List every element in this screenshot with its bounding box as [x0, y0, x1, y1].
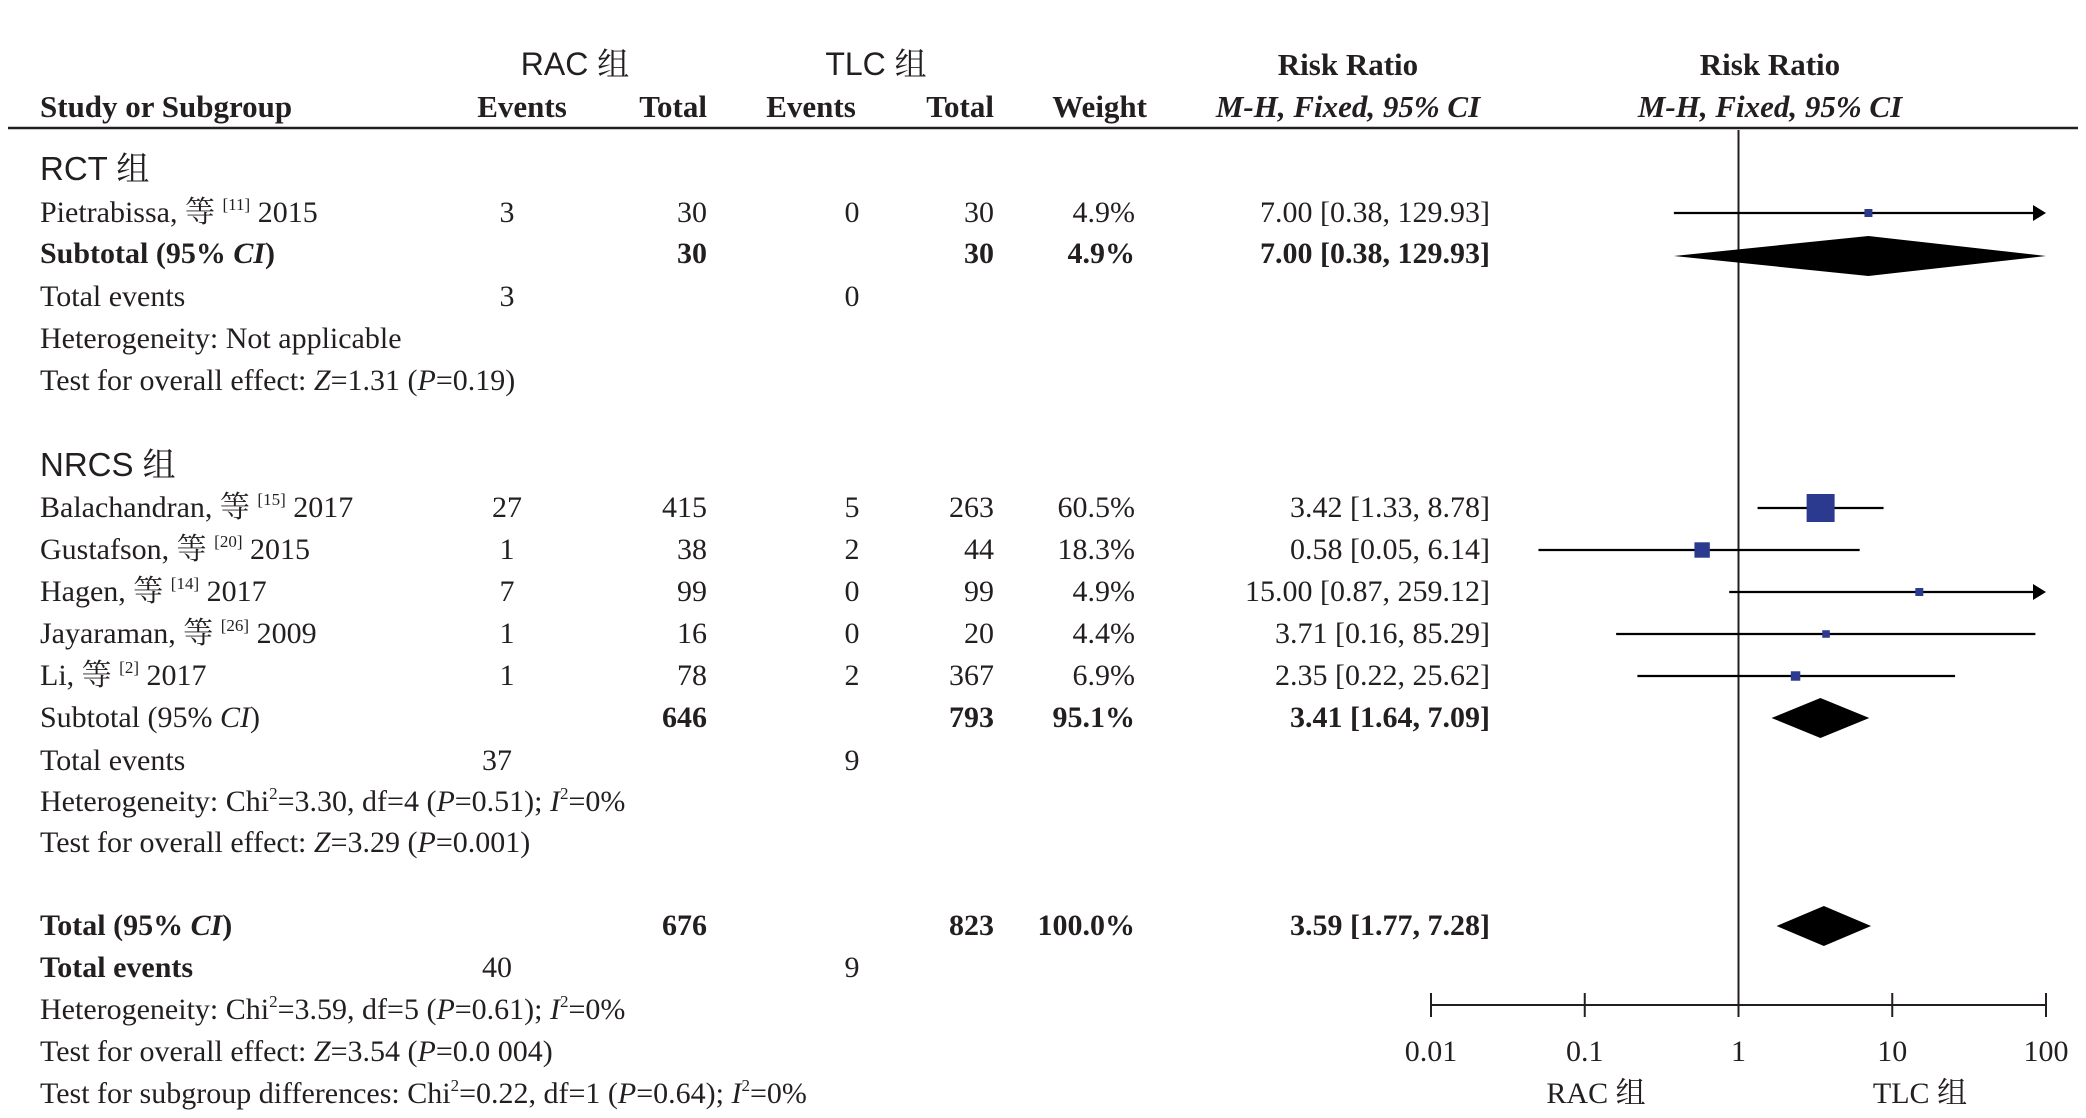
overall-effect-text: Test for overall effect: Z=1.31 (P=0.19)	[40, 364, 516, 397]
ci-cell: 7.00 [0.38, 129.93]	[1260, 196, 1490, 229]
header-rr-method: M-H, Fixed, 95% CI	[1215, 89, 1481, 124]
subtotal-ci: 3.41 [1.64, 7.09]	[1290, 701, 1490, 734]
total-total-a: 676	[662, 909, 707, 942]
ci-cell: 0.58 [0.05, 6.14]	[1290, 533, 1490, 566]
summary-diamond	[1777, 906, 1871, 946]
study-marker	[1791, 671, 1800, 680]
study-marker	[1807, 494, 1835, 522]
events-b-cell: 0	[844, 196, 860, 229]
subtotal-total-a: 646	[662, 701, 707, 734]
total-events-row	[40, 280, 860, 313]
overall-effect-text: Test for overall effect: Z=3.54 (P=0.0 004)	[40, 1035, 553, 1068]
weight-cell: 18.3%	[1057, 533, 1135, 566]
header-total-b: Total	[926, 89, 994, 124]
total-b-cell: 44	[964, 533, 994, 566]
weight-cell: 4.9%	[1072, 575, 1135, 608]
ci-cell: 15.00 [0.87, 259.12]	[1245, 575, 1490, 608]
study-row	[40, 574, 1490, 608]
study-name: Hagen, 等 [14] 2017	[40, 574, 267, 608]
study-marker	[1864, 209, 1872, 217]
total-events-row	[40, 951, 860, 984]
events-b-cell: 0	[844, 617, 860, 650]
total-a-cell: 99	[677, 575, 707, 608]
overall-total-row	[40, 909, 1490, 942]
header-study: Study or Subgroup	[40, 89, 293, 124]
study-row	[40, 532, 1490, 566]
tick-label: 10	[1877, 1035, 1908, 1068]
events-a-cell: 27	[492, 491, 522, 524]
subtotal-weight: 4.9%	[1067, 237, 1135, 270]
ci-cell: 3.71 [0.16, 85.29]	[1275, 617, 1490, 650]
study-marker	[1915, 588, 1923, 596]
header-group-tlc: TLC 组	[825, 46, 927, 82]
subtotal-total-b: 793	[949, 701, 994, 734]
events-a-cell: 1	[499, 617, 515, 650]
header-events-b: Events	[766, 89, 856, 124]
x-axis-tick-labels	[1405, 1035, 2069, 1068]
study-marker	[1694, 542, 1709, 557]
events-a-cell: 7	[499, 575, 515, 608]
column-headers	[40, 46, 1903, 124]
total-events-b: 9	[844, 951, 860, 984]
subtotal-row	[40, 237, 1490, 270]
events-b-cell: 5	[844, 491, 860, 524]
favours-rac-label: RAC 组	[1546, 1077, 1646, 1110]
header-events-a: Events	[477, 89, 567, 124]
weight-cell: 6.9%	[1072, 659, 1135, 692]
total-a-cell: 30	[677, 196, 707, 229]
header-risk-ratio: Risk Ratio	[1277, 47, 1419, 82]
total-events-a: 40	[482, 951, 512, 984]
favours-tlc-label: TLC 组	[1872, 1077, 1968, 1110]
total-events-a: 37	[482, 744, 512, 777]
study-row	[40, 490, 1490, 524]
total-b-cell: 367	[949, 659, 994, 692]
heterogeneity-text: Heterogeneity: Chi$^2$=3.59, df=5 (P=0.61); $I^2=0\%$	[40, 992, 626, 1026]
study-name: Gustafson, 等 [20] 2015	[40, 532, 310, 566]
subtotal-row	[40, 701, 1490, 734]
total-total-b: 823	[949, 909, 994, 942]
events-a-cell: 3	[499, 196, 515, 229]
study-name: Pietrabissa, 等 [11] 2015	[40, 195, 318, 229]
subtotal-ci: 7.00 [0.38, 129.93]	[1260, 237, 1490, 270]
total-events-row	[40, 744, 860, 777]
weight-cell: 4.9%	[1072, 196, 1135, 229]
events-b-cell: 2	[844, 533, 860, 566]
subtotal-weight: 95.1%	[1052, 701, 1135, 734]
weight-cell: 4.4%	[1072, 617, 1135, 650]
events-b-cell: 2	[844, 659, 860, 692]
subtotal-label: Subtotal (95% CI)	[40, 237, 276, 270]
events-a-cell: 1	[499, 533, 515, 566]
forest-plot-panel	[1431, 130, 2046, 1017]
total-ci: 3.59 [1.77, 7.28]	[1290, 909, 1490, 942]
header-weight: Weight	[1052, 89, 1147, 124]
heterogeneity-text: Heterogeneity: Not applicable	[40, 322, 402, 355]
subgroup-differences-text: Test for subgroup differences: Chi$^2$=0.22, df=1 (P=0.64); $I^2=0\%$	[40, 1076, 807, 1110]
weight-cell: 60.5%	[1057, 491, 1135, 524]
total-label: Total (95% CI)	[40, 909, 233, 942]
total-events-label: Total events	[40, 744, 186, 777]
subtotal-total-b: 30	[964, 237, 994, 270]
header-group-rac: RAC 组	[520, 46, 630, 82]
tick-label: 100	[2023, 1035, 2069, 1068]
total-events-label: Total events	[40, 280, 186, 313]
total-a-cell: 78	[677, 659, 707, 692]
ci-arrow	[2033, 584, 2046, 600]
rct-group-label: RCT 组	[40, 150, 150, 187]
total-events-a: 3	[499, 280, 515, 313]
total-b-cell: 20	[964, 617, 994, 650]
study-row	[40, 658, 1490, 692]
study-marker	[1822, 630, 1830, 638]
total-events-label: Total events	[40, 951, 194, 984]
ci-cell: 2.35 [0.22, 25.62]	[1275, 659, 1490, 692]
ci-cell: 3.42 [1.33, 8.78]	[1290, 491, 1490, 524]
overall-effect-text: Test for overall effect: Z=3.29 (P=0.001)	[40, 826, 531, 859]
events-a-cell: 1	[499, 659, 515, 692]
study-row	[40, 195, 1490, 229]
total-a-cell: 38	[677, 533, 707, 566]
header-total-a: Total	[639, 89, 707, 124]
header-plot-method: M-H, Fixed, 95% CI	[1637, 89, 1903, 124]
study-row	[40, 616, 1490, 650]
total-a-cell: 16	[677, 617, 707, 650]
nrcs-group-label: NRCS 组	[40, 446, 176, 483]
subtotal-total-a: 30	[677, 237, 707, 270]
tick-label: 0.01	[1404, 1035, 1458, 1068]
tick-label: 0.1	[1566, 1035, 1604, 1068]
study-name: Li, 等 [2] 2017	[40, 658, 207, 692]
total-b-cell: 99	[964, 575, 994, 608]
total-weight: 100.0%	[1037, 909, 1135, 942]
summary-diamond	[1772, 698, 1870, 738]
total-events-b: 0	[844, 280, 860, 313]
total-b-cell: 30	[964, 196, 994, 229]
total-b-cell: 263	[949, 491, 994, 524]
study-name: Jayaraman, 等 [26] 2009	[40, 616, 317, 650]
total-events-b: 9	[844, 744, 860, 777]
subtotal-label: Subtotal (95% CI)	[40, 701, 260, 734]
summary-diamond	[1674, 236, 2046, 276]
study-name: Balachandran, 等 [15] 2017	[40, 490, 354, 524]
header-plot-risk-ratio: Risk Ratio	[1699, 47, 1841, 82]
total-a-cell: 415	[662, 491, 707, 524]
ci-arrow	[2033, 205, 2046, 221]
heterogeneity-text: Heterogeneity: Chi$^2$=3.30, df=4 (P=0.51); $I^2=0\%$	[40, 784, 626, 818]
events-b-cell: 0	[844, 575, 860, 608]
tick-label: 1	[1731, 1035, 1746, 1068]
